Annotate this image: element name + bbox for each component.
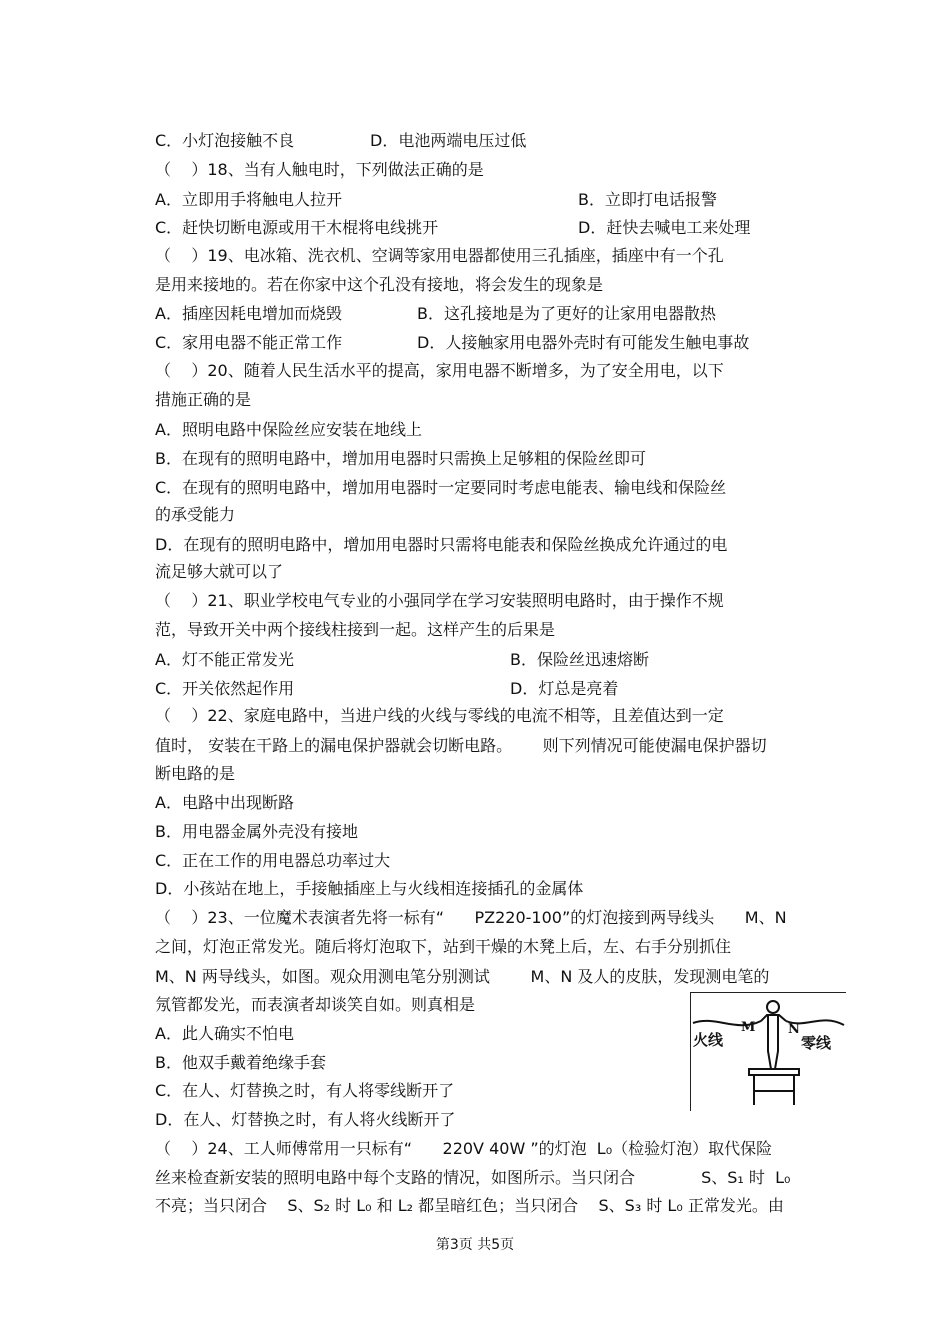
option-b-q20: B．在现有的照明电路中，增加用电器时只需换上足够粗的保险丝即可 [155,449,646,468]
question-24-line1: （ ）24、工人师傅常用一只标有“ 220V 40W ”的灯泡 L₀（检验灯泡）取代保险 [155,1139,773,1158]
question-20-line1: （ ）20、随着人民生活水平的提高，家用电器不断增多，为了安全用电，以下 [155,361,724,380]
option-b-q23: B．他双手戴着绝缘手套 [155,1053,326,1072]
option-c-q23: C．在人、灯替换之时，有人将零线断开了 [155,1081,455,1100]
label-neutral-wire: 零线 [801,1034,832,1052]
option-c-q22: C．正在工作的用电器总功率过大 [155,851,391,870]
question-24-line2: 丝来检查新安装的照明电路中每个支路的情况，如图所示。当只闭合 S、S₁ 时 L₀ [155,1168,791,1187]
question-23-line4: 氖管都发光，而表演者却谈笑自如。则真相是 [155,995,476,1014]
option-d-q21: D．灯总是亮着 [510,679,619,698]
question-23-line1: （ ）23、一位魔术表演者先将一标有“ PZ220-100”的灯泡接到两导线头 M、N [155,908,787,927]
option-c-q20-line2: 的承受能力 [155,505,236,524]
option-c-q21: C．开关依然起作用 [155,679,295,698]
option-a-q18: A．立即用手将触电人拉开 [155,190,342,209]
question-24-line3: 不亮；当只闭合 S、S₂ 时 L₀ 和 L₂ 都呈暗红色；当只闭合 S、S₃ 时 L₀ 正常发光。由 [155,1196,784,1215]
question-22-line3: 断电路的是 [155,764,236,783]
option-c-q17: C．小灯泡接触不良 [155,131,295,150]
question-21-line2: 范，导致开关中两个接线柱接到一起。这样产生的后果是 [155,620,556,639]
option-a-q20: A．照明电路中保险丝应安装在地线上 [155,420,422,439]
option-d-q20-line1: D．在现有的照明电路中，增加用电器时只需将电能表和保险丝换成允许通过的电 [155,535,728,554]
question-23-line2: 之间，灯泡正常发光。随后将灯泡取下，站到干燥的木凳上后，左、右手分别抓住 [155,937,732,956]
question-19-line1: （ ）19、电冰箱、洗衣机、空调等家用电器都使用三孔插座，插座中有一个孔 [155,246,724,265]
option-b-q21: B．保险丝迅速熔断 [510,650,649,669]
option-d-q17: D．电池两端电压过低 [370,131,527,150]
option-d-q23: D．在人、灯替换之时，有人将火线断开了 [155,1110,456,1129]
question-20-line2: 措施正确的是 [155,390,252,409]
option-d-q18: D．赶快去喊电工来处理 [578,218,751,237]
label-m: M [741,1020,756,1035]
option-b-q19: B．这孔接地是为了更好的让家用电器散热 [417,304,716,323]
label-n: N [788,1022,800,1037]
option-a-q23: A．此人确实不怕电 [155,1024,294,1043]
option-a-q22: A．电路中出现断路 [155,793,294,812]
figure-person-on-stool [690,992,846,1111]
question-22-line1: （ ）22、家庭电路中，当进户线的火线与零线的电流不相等，且差值达到一定 [155,706,724,725]
option-d-q22: D．小孩站在地上，手接触插座上与火线相连接插孔的金属体 [155,879,584,898]
question-18: （ ）18、当有人触电时，下列做法正确的是 [155,160,484,179]
option-a-q21: A．灯不能正常发光 [155,650,294,669]
option-c-q18: C．赶快切断电源或用干木棍将电线挑开 [155,218,439,237]
option-d-q19: D．人接触家用电器外壳时有可能发生触电事故 [417,333,750,352]
option-d-q20-line2: 流足够大就可以了 [155,562,284,581]
question-21-line1: （ ）21、职业学校电气专业的小强同学在学习安装照明电路时，由于操作不规 [155,591,724,610]
question-23-line3: M、N 两导线头，如图。观众用测电笔分别测试 M、N 及人的皮肤，发现测电笔的 [155,967,770,986]
option-b-q18: B．立即打电话报警 [578,190,717,209]
option-b-q22: B．用电器金属外壳没有接地 [155,822,358,841]
option-c-q19: C．家用电器不能正常工作 [155,333,343,352]
option-c-q20-line1: C．在现有的照明电路中，增加用电器时一定要同时考虑电能表、输电线和保险丝 [155,478,727,497]
label-live-wire: 火线 [693,1031,724,1049]
figure-drawing [691,993,846,1111]
question-19-line2: 是用来接地的。若在你家中这个孔没有接地，将会发生的现象是 [155,275,604,294]
page-footer: 第3页 共5页 [435,1237,515,1253]
option-a-q19: A．插座因耗电增加而烧毁 [155,304,342,323]
question-22-line2: 值时， 安装在干路上的漏电保护器就会切断电路。 则下列情况可能使漏电保护器切 [155,736,767,755]
